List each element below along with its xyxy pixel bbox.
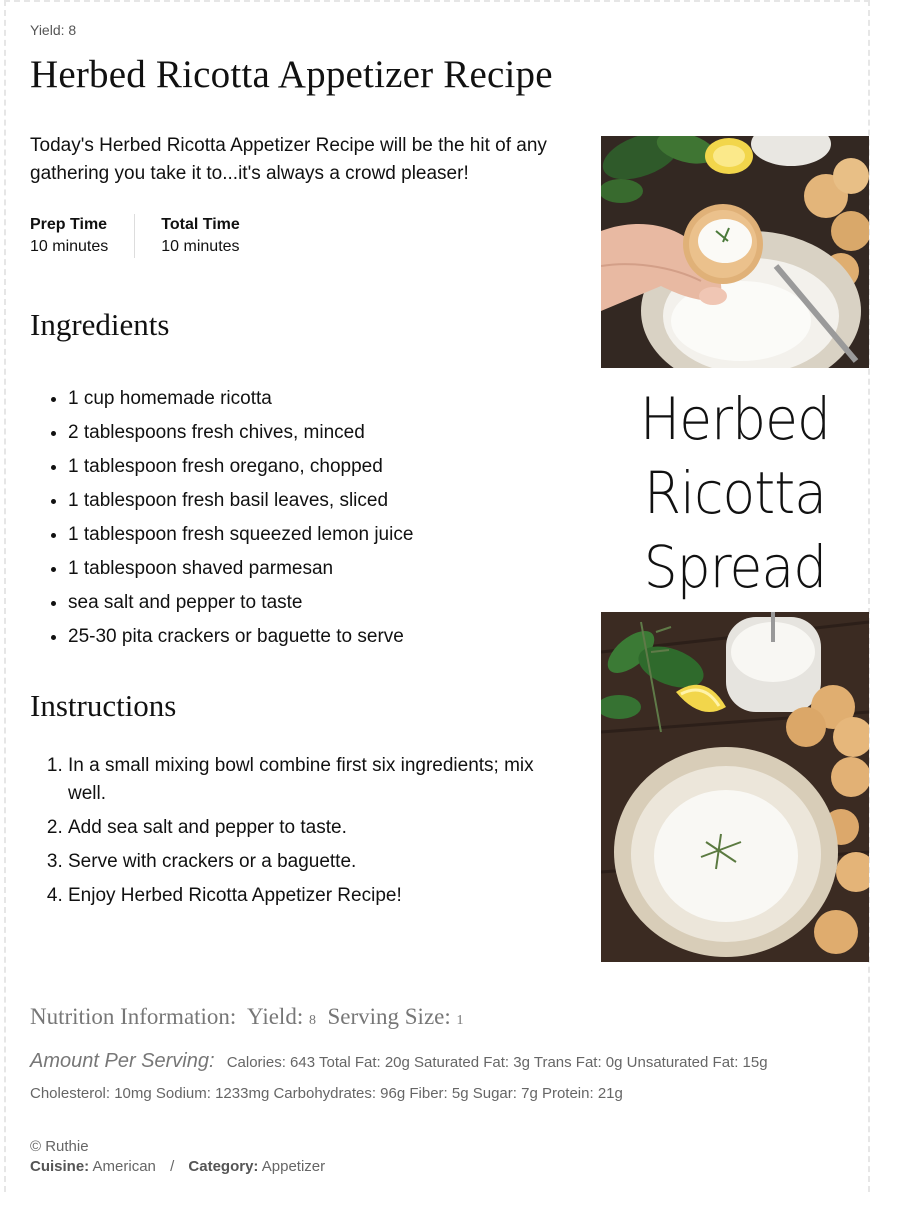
cuisine-label: Cuisine: — [30, 1158, 90, 1175]
recipe-author: © Ruthie — [30, 1138, 89, 1155]
nutrition-yield-value: 8 — [308, 1013, 316, 1028]
ingredient-item: • sea salt and pepper to taste — [68, 586, 608, 620]
recipe-meta — [30, 1158, 325, 1175]
instructions-heading: Instructions — [30, 688, 177, 723]
instruction-step: 2. Add sea salt and pepper to taste. — [68, 814, 568, 842]
meta-separator: / — [170, 1158, 175, 1175]
nutrition-row-2: Cholesterol: 10mg Sodium: 1233mg Carbohydrates: 96g Fiber: 5g Sugar: 7g Protein: 21g — [30, 1085, 623, 1102]
image-overlay-title — [601, 382, 869, 604]
nutrition-values-1: Calories: 643 Total Fat: 20g Saturated Fat: 3g Trans Fat: 0g Unsaturated Fat: 15g — [226, 1054, 768, 1071]
amount-per-serving-label: Amount Per Serving: — [30, 1050, 215, 1072]
prep-time-label: Prep Time — [30, 216, 108, 233]
nutrition-serving-label: Serving Size: — [327, 1004, 451, 1029]
category-value: Appetizer — [261, 1158, 326, 1175]
instruction-step: 1. In a small mixing bowl combine first six ingredients; mix well. — [68, 752, 568, 808]
ingredient-item: • 1 cup homemade ricotta — [68, 382, 608, 416]
overlay-line-2: Ricotta — [644, 459, 826, 527]
nutrition-heading — [30, 1004, 464, 1030]
nutrition-row-1 — [30, 1050, 768, 1073]
total-time-value: 10 minutes — [161, 238, 240, 255]
ingredient-item: • 25-30 pita crackers or baguette to serve — [68, 620, 608, 654]
overlay-line-1: Herbed — [640, 385, 830, 453]
instruction-step: 3. Serve with crackers or a baguette. — [68, 848, 568, 876]
ingredient-item: • 2 tablespoons fresh chives, minced — [68, 416, 608, 450]
category-label: Category: — [188, 1158, 259, 1175]
nutrition-title: Nutrition Information: — [30, 1004, 237, 1029]
nutrition-yield-label: Yield: — [246, 1004, 304, 1029]
total-time-label: Total Time — [161, 216, 240, 233]
total-time — [135, 214, 240, 258]
ingredients-list — [30, 382, 608, 654]
recipe-summary: Today's Herbed Ricotta Appetizer Recipe will be the hit of any gathering you take it to...it's always a crowd pleaser! — [30, 135, 547, 184]
photo-illustration — [601, 612, 869, 962]
instructions-list — [30, 752, 568, 916]
ingredient-item: • 1 tablespoon fresh oregano, chopped — [68, 450, 608, 484]
ingredient-item: • 1 tablespoon fresh basil leaves, sliced — [68, 484, 608, 518]
recipe-times — [30, 214, 240, 258]
prep-time-value: 10 minutes — [30, 238, 109, 255]
ingredient-item: • 1 tablespoon shaved parmesan — [68, 552, 608, 586]
overlay-line-3: Spread — [643, 533, 827, 601]
yield-label: Yield: 8 — [30, 22, 77, 38]
recipe-photo-bowl — [601, 612, 869, 962]
recipe-card — [4, 0, 870, 1192]
photo-illustration — [601, 136, 869, 368]
cuisine-value: American — [92, 1158, 156, 1175]
nutrition-serving-value: 1 — [456, 1013, 464, 1028]
ingredient-item: • 1 tablespoon fresh squeezed lemon juice — [68, 518, 608, 552]
prep-time — [30, 214, 135, 258]
recipe-photo-hand-cracker — [601, 136, 869, 368]
instruction-step: 4. Enjoy Herbed Ricotta Appetizer Recipe! — [68, 882, 568, 910]
recipe-title: Herbed Ricotta Appetizer Recipe — [30, 53, 553, 96]
ingredients-heading: Ingredients — [30, 307, 170, 342]
